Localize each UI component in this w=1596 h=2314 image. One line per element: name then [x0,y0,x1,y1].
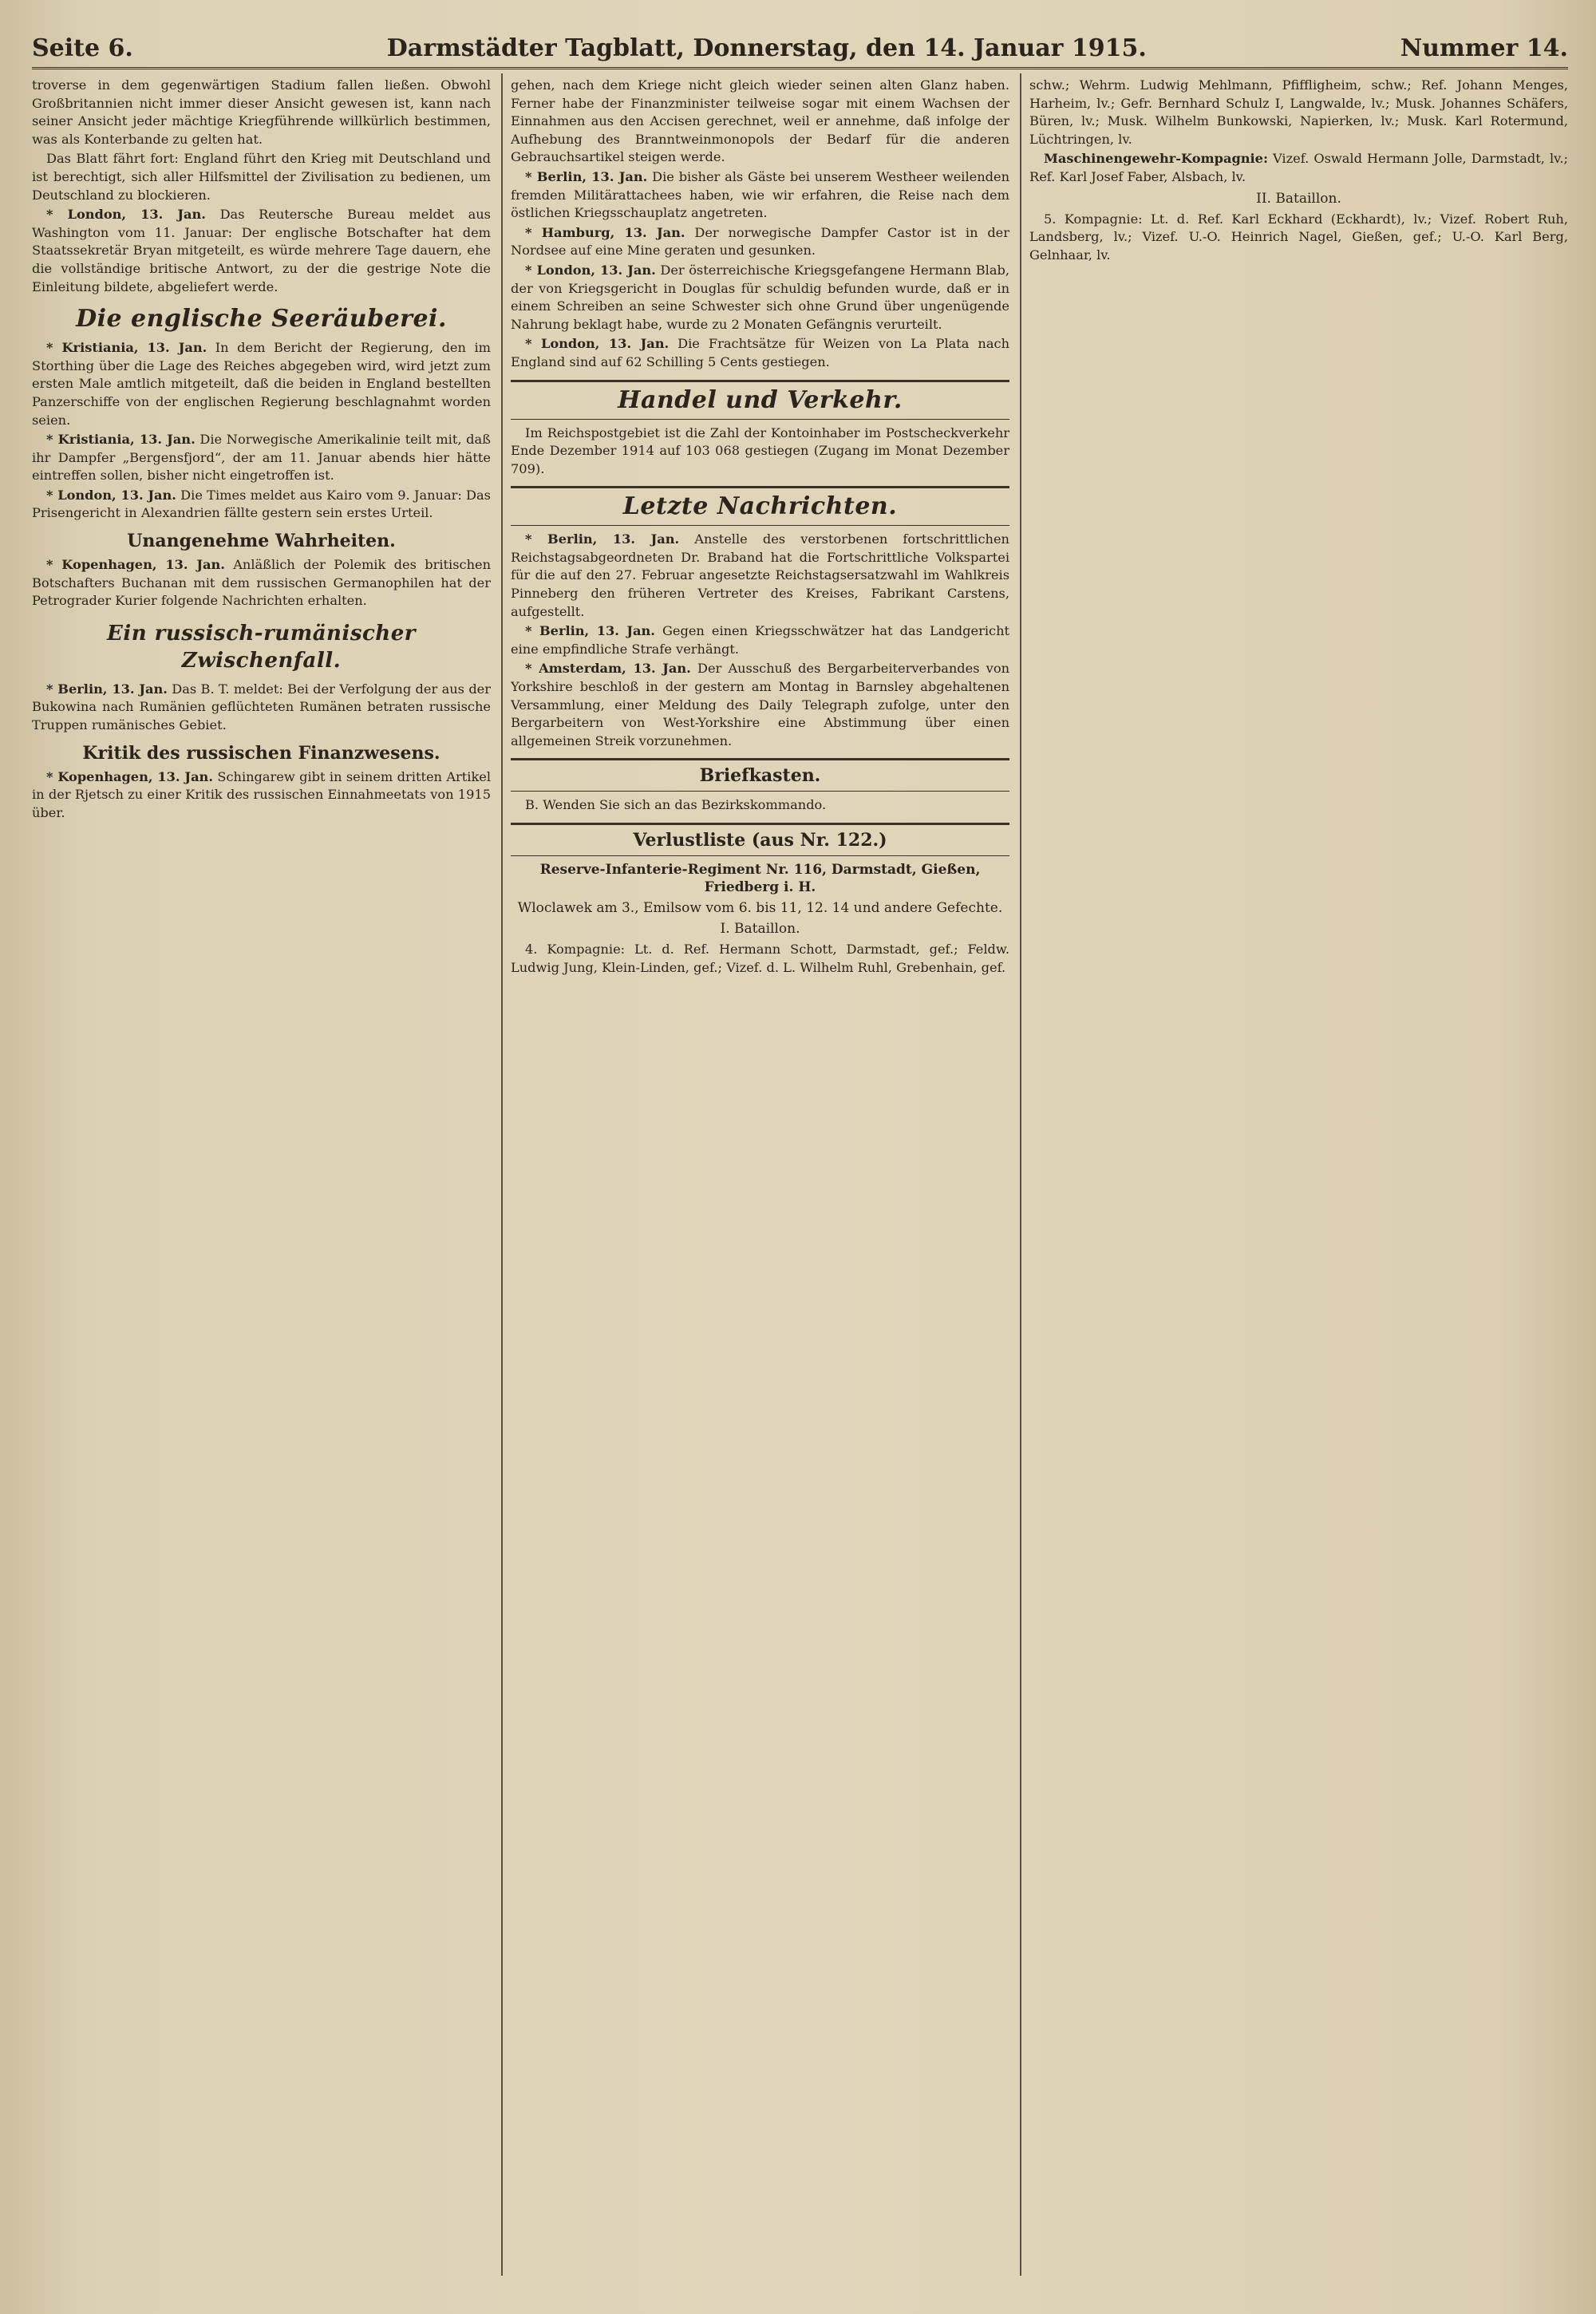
casualty-list: 5. Kompagnie: Lt. d. Ref. Karl Eckhard (Eckhardt), lv.; Vizef. Robert Ruh, Landsberg, lv.; Vizef. U.-O. Heinrich Nagel, Gießen, gef.; U.-O. Karl Berg, Gelnhaar, lv. [1029,211,1568,263]
issue-number: Nummer 14. [1400,34,1568,62]
article-text: Der norwegische Dampfer Castor ist in der Nordsee auf eine Mine geraten und gesunken. [511,224,1009,259]
dateline: * Kristiania, 13. Jan. [46,340,207,356]
article-text: troverse in dem gegenwärtigen Stadium fallen ließen. Obwohl Großbritannien nicht immer dieser Ansicht gewesen ist, kann nach seiner Ansicht jeder mächtige Kriegführende willkürlich bestimmen, was als Konterbande zu gelten hat. [32,77,491,147]
dateline: * Berlin, 13. Jan. [525,168,648,184]
dateline: * Berlin, 13. Jan. [525,623,655,639]
article-text: Der Ausschuß des Bergarbeiterverbandes von Yorkshire beschloß in der gestern am Montag in Barnsley abgehaltenen Versammlung, einer Meldung des Daily Telegraph zufolge, unter den Bergarbeitern von West-Yorkshire eine Abstimmung über einen allgemeinen Streik vorzunehmen. [511,661,1009,748]
article-text: Gegen einen Kriegsschwätzer hat das Landgericht eine empfindliche Strafe verhängt. [511,623,1009,657]
section-briefkasten [511,758,1009,792]
dateline: * Berlin, 13. Jan. [525,531,680,547]
article-text: Das Blatt fährt fort: England führt den Krieg mit Deutschland und ist berechtigt, sich aller Hilfsmittel der Zivilisation zu bedienen, um Deutschland zu blockieren. [32,151,491,203]
article-text: Anläßlich der Polemik des britischen Botschafters Buchanan mit dem russischen Germanophilen hat der Petrograder Kurier folgende Nachrichten erhalten. [32,557,491,609]
article-text: Die Norwegische Amerikalinie teilt mit, daß ihr Dampfer „Bergensfjord“, der am 11. Januar abends hier hätte eintreffen sollen, bisher nicht eingetroffen ist. [32,432,491,484]
bataillon-heading: II. Bataillon. [1256,190,1341,207]
newspaper-title: Darmstädter Tagblatt, Donnerstag, den 14. Januar 1915. [386,34,1147,62]
section-handel [511,380,1009,420]
regiment-heading: Reserve-Infanterie-Regiment Nr. 116, Darmstadt, Gießen, Friedberg i. H. [539,862,981,895]
article-text: Die Times meldet aus Kairo vom 9. Januar: Das Prisengericht in Alexandrien fällte gestern sein erstes Urteil. [32,487,491,521]
dateline: * Hamburg, 13. Jan. [525,224,685,240]
headline-finanzwesen: Kritik des russischen Finanzwesens. [82,742,440,764]
article-text: Die Frachtsätze für Weizen von La Plata nach England sind auf 62 Schilling 5 Cents gestiegen. [511,336,1009,369]
bataillon-heading: I. Bataillon. [720,921,800,937]
dateline: * London, 13. Jan. [46,487,176,503]
article-text: Anstelle des verstorbenen fortschrittlichen Reichstagsabgeordneten Dr. Braband hat die Fortschrittliche Volkspartei für die auf den 27. Februar angesetzte Reichstagsersatzwahl im Wahlkreis Pinneberg den früheren Vertreter des Kreises, Fabrikant Carstens, aufgestellt. [511,531,1009,619]
dateline: * Amsterdam, 13. Jan. [525,661,691,677]
column-2 [511,77,1009,2295]
article-text: Das Reutersche Bureau meldet aus Washington vom 11. Januar: Der englische Botschafter hat dem Staatssekretär Bryan mitgeteilt, es würde mehrere Tage dauern, ehe die vollständige britische Antwort, zu der die gestrige Note die Einleitung bildete, abgeliefert werde. [32,207,491,294]
column-3 [1029,77,1568,2295]
headline-letzte: Letzte Nachrichten. [622,492,898,521]
headline-handel: Handel und Verkehr. [618,385,903,414]
casualty-list: 4. Kompagnie: Lt. d. Ref. Hermann Schott, Darmstadt, gef.; Feldw. Ludwig Jung, Klein-Linden, gef.; Vizef. d. L. Wilhelm Ruhl, Grebenhain, gef. [511,942,1009,975]
headline-briefkasten: Briefkasten. [699,765,821,787]
article-text: Im Reichspostgebiet ist die Zahl der Kontoinhaber im Postscheckverkehr Ende Dezember 1914 auf 103 068 gestiegen (Zugang im Monat Dezember 709). [511,424,1009,476]
casualty-list: Vizef. Oswald Hermann Jolle, Darmstadt, lv.; Ref. Karl Josef Faber, Alsbach, lv. [1029,151,1568,184]
dateline: * London, 13. Jan. [525,262,656,278]
dateline: * Kristiania, 13. Jan. [46,432,196,448]
company-label: Maschinengewehr-Kompagnie: [1044,151,1268,167]
dateline: * Kopenhagen, 13. Jan. [46,768,213,784]
headline-verlustliste: Verlustliste (aus Nr. 122.) [633,830,887,851]
article-text: Schingarew gibt in seinem dritten Artikel in der Rjetsch zu einer Kritik des russischen Einnahmeetats von 1915 über. [32,768,491,820]
article-text: Das B. T. meldet: Bei der Verfolgung der aus der Bukowina nach Rumänien geflüchteten Rumänen betraten russische Truppen rumänisches Gebiet. [32,681,491,733]
masthead [32,22,1568,69]
section-letzte [511,486,1009,526]
headline-seeraeuberei: Die englische Seeräuberei. [76,305,447,334]
page-number-label: Seite 6. [32,34,133,62]
headline-zwischenfall: Ein russisch-rumänischer Zwischenfall. [107,621,416,673]
article-text: Die bisher als Gäste bei unserem Westheer weilenden fremden Militärattachees haben, wie wir erfahren, die Reise nach dem östlichen Kriegsschauplatz angetreten. [511,168,1009,221]
column-1 [32,77,491,2295]
article-text: gehen, nach dem Kriege nicht gleich wieder seinen alten Glanz haben. Ferner habe der Finanzminister teilweise sogar mit einem Wachsen der Einnahmen aus den Accisen gerechnet, weil er annehme, daß infolge der Aufhebung des Branntweinmonopols der Bedarf für die anderen Gebrauchsartikel steigen werde. [511,77,1009,165]
headline-wahrheiten: Unangenehme Wahrheiten. [127,531,396,552]
section-verlustliste [511,823,1009,856]
casualty-list: schw.; Wehrm. Ludwig Mehlmann, Pfiffligheim, schw.; Ref. Johann Menges, Harheim, lv.; Gefr. Bernhard Schulz I, Langwalde, lv.; Musk. Johannes Schäfers, Büren, lv.; Musk. Wilhelm Bunkowski, Napierken, lv.; Musk. Karl Rotermund, Lüchtringen, lv. [1029,77,1568,147]
dateline: * Kopenhagen, 13. Jan. [46,557,225,573]
article-text: In dem Bericht der Regierung, den im Storthing über die Lage des Reiches abgegeben wird, wird jetzt zum ersten Male amtlich mitgeteilt, daß die beiden in England bestellten Panzerschiffe von der englischen Regierung beschlagnahmt worden seien. [32,340,491,428]
dateline: * Berlin, 13. Jan. [46,681,168,697]
column-rule-1 [501,73,503,2276]
battle-heading: Wloclawek am 3., Emilsow vom 6. bis 11, 12. 14 und andere Gefechte. [517,900,1003,916]
dateline: * London, 13. Jan. [525,336,670,352]
column-rule-2 [1020,73,1021,2276]
dateline: * London, 13. Jan. [46,207,206,223]
article-text: Der österreichische Kriegsgefangene Hermann Blab, der von Kriegsgericht in Douglas für schuldig befunden wurde, daß er in einem Schreiben an seine Schwester sich ohne Grund über ungenügende Nahrung beklagt habe, wurde zu 2 Monaten Gefängnis verurteilt. [511,262,1009,332]
article-text: B. Wenden Sie sich an das Bezirkskommando. [525,797,827,813]
